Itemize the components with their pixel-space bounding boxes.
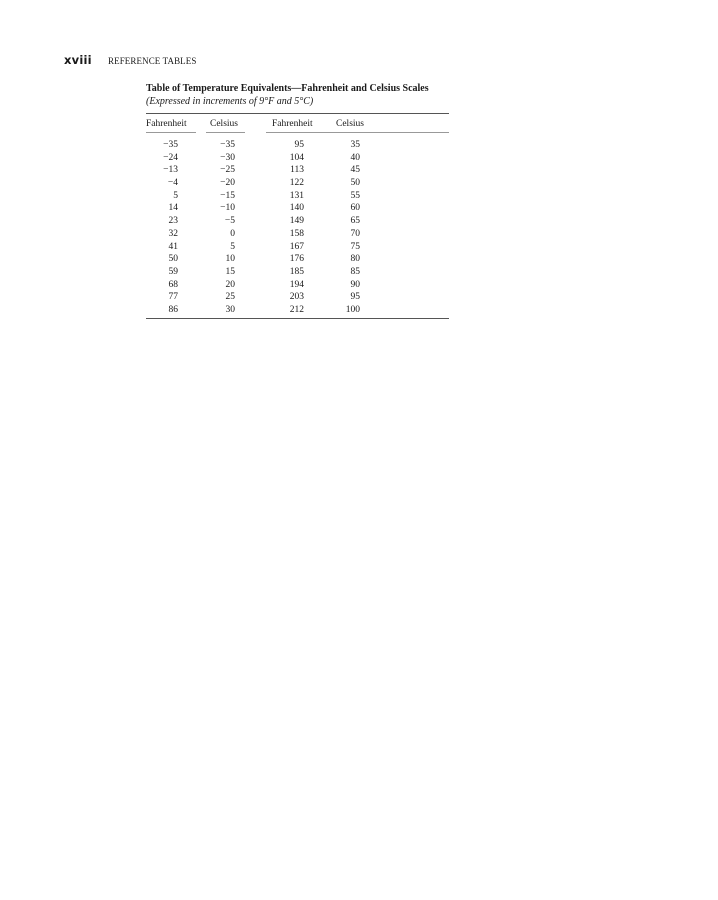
table-cell-celsius-2: 35 [350, 140, 360, 150]
table-cell-fahrenheit-1: 32 [168, 228, 178, 239]
table-row [146, 202, 449, 215]
table-cell-celsius-2: 85 [350, 266, 360, 277]
table-row [146, 304, 449, 317]
page-header [64, 53, 196, 67]
table-cell-celsius-2: 55 [350, 190, 360, 201]
column-header-celsius-1: Celsius [210, 119, 238, 129]
table-cell-fahrenheit-2: 167 [289, 241, 304, 252]
table-cell-celsius-2: 65 [350, 216, 360, 227]
table-cell-fahrenheit-2: 203 [289, 292, 304, 303]
table-cell-fahrenheit-1: −35 [163, 140, 178, 150]
table-body [146, 139, 449, 317]
table-cell-fahrenheit-2: 149 [289, 216, 304, 227]
table-cell-celsius-2: 70 [350, 228, 360, 239]
table-cell-celsius-2: 50 [350, 178, 360, 189]
table-cell-fahrenheit-2: 176 [289, 254, 304, 265]
temperature-table [146, 82, 449, 319]
table-row [146, 190, 449, 203]
table-row [146, 177, 449, 190]
table-cell-fahrenheit-2: 212 [289, 304, 304, 315]
table-cell-fahrenheit-1: 41 [168, 241, 178, 252]
table-cell-celsius-1: −5 [224, 216, 235, 227]
table-bottom-rule [146, 318, 449, 319]
table-cell-celsius-1: −35 [220, 140, 235, 150]
table-row [146, 279, 449, 292]
table-cell-fahrenheit-2: 185 [289, 266, 304, 277]
table-cell-celsius-2: 95 [350, 292, 360, 303]
table-cell-fahrenheit-2: 194 [289, 279, 304, 290]
table-cell-celsius-1: −25 [220, 165, 235, 176]
table-cell-celsius-1: −20 [220, 178, 235, 189]
table-cell-fahrenheit-2: 104 [289, 152, 304, 163]
table-cell-fahrenheit-1: −13 [163, 165, 178, 176]
table-cell-fahrenheit-1: 5 [173, 190, 178, 201]
table-cell-celsius-1: −15 [220, 190, 235, 201]
table-cell-celsius-2: 100 [345, 304, 360, 315]
table-row [146, 241, 449, 254]
table-top-rule [146, 113, 449, 114]
table-cell-fahrenheit-1: 50 [168, 254, 178, 265]
table-cell-celsius-1: 25 [225, 292, 235, 303]
table-cell-celsius-1: −30 [220, 152, 235, 163]
column-header-celsius-2: Celsius [336, 119, 364, 129]
table-subtitle: (Expressed in increments of 9°F and 5°C) [146, 96, 314, 107]
table-row [146, 215, 449, 228]
table-cell-celsius-1: 20 [225, 279, 235, 290]
table-cell-celsius-1: 15 [225, 266, 235, 277]
table-cell-fahrenheit-2: 95 [294, 140, 304, 150]
table-cell-fahrenheit-2: 131 [289, 190, 304, 201]
table-row [146, 152, 449, 165]
table-header-rule [146, 132, 449, 133]
column-header-fahrenheit-2: Fahrenheit [272, 119, 313, 129]
table-row [146, 291, 449, 304]
table-cell-fahrenheit-2: 158 [289, 228, 304, 239]
table-cell-fahrenheit-1: −4 [167, 178, 178, 189]
table-cell-fahrenheit-1: 86 [168, 304, 178, 315]
table-row [146, 139, 449, 152]
table-cell-celsius-1: 5 [230, 241, 235, 252]
table-cell-fahrenheit-2: 113 [290, 165, 304, 176]
table-cell-celsius-1: −10 [220, 203, 235, 214]
table-cell-celsius-2: 75 [350, 241, 360, 252]
table-cell-fahrenheit-1: 23 [168, 216, 178, 227]
table-cell-celsius-2: 60 [350, 203, 360, 214]
table-row [146, 253, 449, 266]
table-row [146, 266, 449, 279]
table-cell-celsius-1: 30 [225, 304, 235, 315]
table-title: Table of Temperature Equivalents—Fahrenheit and Celsius Scales [146, 83, 429, 94]
table-cell-fahrenheit-1: 59 [168, 266, 178, 277]
table-cell-celsius-1: 10 [225, 254, 235, 265]
running-head: REFERENCE TABLES [108, 56, 197, 66]
table-cell-fahrenheit-1: 77 [168, 292, 178, 303]
table-row [146, 228, 449, 241]
table-cell-celsius-2: 45 [350, 165, 360, 176]
table-header-row [146, 117, 449, 132]
table-cell-fahrenheit-2: 140 [289, 203, 304, 214]
table-cell-celsius-1: 0 [230, 228, 235, 239]
table-cell-celsius-2: 90 [350, 279, 360, 290]
table-row [146, 164, 449, 177]
table-cell-fahrenheit-2: 122 [289, 178, 304, 189]
table-cell-celsius-2: 80 [350, 254, 360, 265]
table-cell-fahrenheit-1: −24 [163, 152, 178, 163]
table-cell-fahrenheit-1: 68 [168, 279, 178, 290]
table-cell-fahrenheit-1: 14 [168, 203, 178, 214]
table-cell-celsius-2: 40 [350, 152, 360, 163]
page-number: xviii [64, 53, 92, 67]
column-header-fahrenheit-1: Fahrenheit [146, 119, 187, 129]
